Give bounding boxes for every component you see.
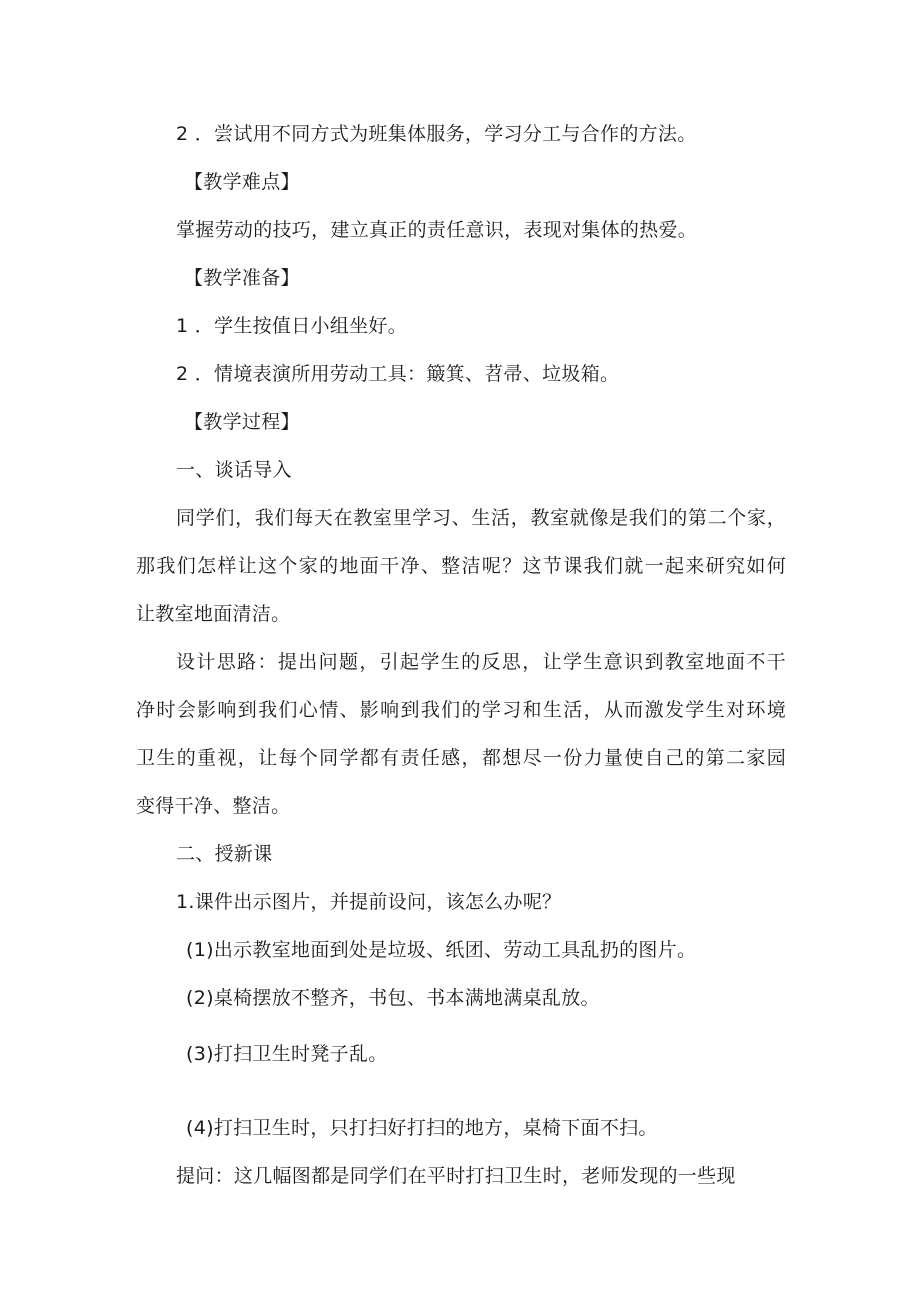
lesson-step-1: 1.课件出示图片，并提前设问，该怎么办呢？ xyxy=(176,891,562,913)
goal-item-2: 2 ．尝试用不同方式为班集体服务，学习分工与合作的方法。 xyxy=(176,123,697,145)
section-heading-difficulty: 【教学难点】 xyxy=(184,171,300,193)
design-paragraph-line-2: 净时会影响到我们心情、影响到我们的学习和生活，从而激发学生对环境 xyxy=(136,699,786,721)
subheading-introduction: 一、谈话导入 xyxy=(176,459,292,481)
lesson-item-4: (4)打扫卫生时，只打扫好打扫的地方，桌椅下面不扫。 xyxy=(186,1117,658,1139)
preparation-item-1: 1 ．学生按值日小组坐好。 xyxy=(176,315,408,337)
intro-paragraph-line-3: 让教室地面清洁。 xyxy=(136,603,291,625)
intro-paragraph-line-2: 那我们怎样让这个家的地面干净、整洁呢？这节课我们就一起来研究如何 xyxy=(136,555,786,577)
lesson-item-1: (1)出示教室地面到处是垃圾、纸团、劳动工具乱扔的图片。 xyxy=(186,939,697,961)
design-paragraph-line-3: 卫生的重视，让每个同学都有责任感，都想尽一份力量使自己的第二家园 xyxy=(136,747,786,769)
section-heading-process: 【教学过程】 xyxy=(184,411,300,433)
design-paragraph-line-1: 设计思路：提出问题，引起学生的反思，让学生意识到教室地面不干 xyxy=(176,651,786,673)
design-paragraph-line-4: 变得干净、整洁。 xyxy=(136,795,291,817)
difficulty-paragraph: 掌握劳动的技巧，建立真正的责任意识，表现对集体的热爱。 xyxy=(176,219,698,241)
lesson-item-3: (3)打扫卫生时凳子乱。 xyxy=(186,1043,388,1065)
intro-paragraph-line-1: 同学们，我们每天在教室里学习、生活，教室就像是我们的第二个家， xyxy=(176,507,786,529)
preparation-item-2: 2 ．情境表演所用劳动工具：簸箕、苕帚、垃圾箱。 xyxy=(176,363,620,385)
lesson-item-2: (2)桌椅摆放不整齐，书包、书本满地满桌乱放。 xyxy=(186,987,600,1009)
subheading-new-lesson: 二、授新课 xyxy=(176,843,273,865)
section-heading-preparation: 【教学准备】 xyxy=(184,267,300,289)
question-paragraph-line-1: 提问：这几幅图都是同学们在平时打扫卫生时，老师发现的一些现 xyxy=(176,1165,736,1187)
